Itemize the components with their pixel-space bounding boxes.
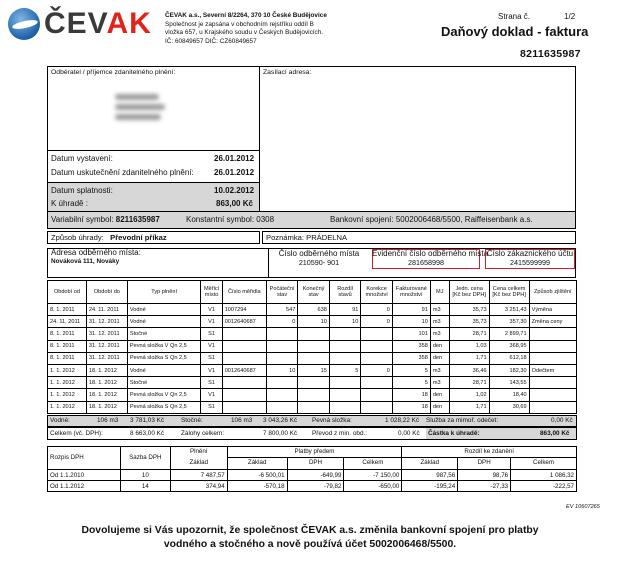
table-cell: 18. 1. 2012 (86, 389, 127, 401)
pay-amount: 863,00 Kč (216, 199, 253, 208)
items-col-header: Fakturované množství (392, 281, 430, 304)
table-cell: m3 (430, 304, 449, 316)
vat-col-difference: Rozdíl ke zdanění (402, 447, 577, 458)
table-cell: Pevná složka V Qn 2,5 (127, 340, 201, 352)
company-line-2: Společnost je zapsána v obchodním rejstříku oddíl B (165, 20, 314, 28)
document-title: Daňový doklad - faktura (441, 24, 589, 39)
table-cell: 8. 1. 2011 (48, 352, 87, 364)
issued-label: Datum vystavení: (51, 154, 113, 163)
table-cell (266, 352, 298, 364)
mailing-box (259, 66, 576, 212)
items-table (47, 280, 577, 414)
items-col-header: Konečný stav (298, 281, 330, 304)
items-col-header: Počáteční stav (266, 281, 298, 304)
table-cell: Vodné (127, 304, 201, 316)
transfer-amount: 0,00 Kč (398, 430, 420, 437)
registration-number: 281658998 (408, 258, 444, 267)
table-cell: Vodné (127, 364, 201, 376)
table-cell (298, 401, 330, 413)
vat-cell: Od 1.1.2010 (48, 470, 121, 481)
table-cell: 1. 1. 2012 (48, 389, 87, 401)
table-cell (361, 377, 393, 389)
vat-header-row (48, 447, 577, 458)
table-cell (529, 340, 576, 352)
table-cell (361, 340, 393, 352)
transfer-label: Převod z min. obd.: (312, 430, 368, 437)
table-cell: m3 (430, 377, 449, 389)
table-cell: den (430, 352, 449, 364)
table-cell (298, 352, 330, 364)
table-cell: 91 (329, 304, 361, 316)
water-qty: 106 m3 (97, 417, 119, 424)
table-cell (329, 377, 361, 389)
service-amount: 0,00 Kč (551, 417, 573, 424)
table-cell: 35,73 (449, 304, 489, 316)
table-cell: 358 (392, 340, 430, 352)
table-cell (329, 328, 361, 340)
vat-col-advances: Platby předem (227, 447, 402, 458)
table-cell: 0 (361, 316, 393, 328)
table-cell: 143,55 (489, 377, 529, 389)
table-cell (298, 377, 330, 389)
vat-sub-adv-vat: DPH (287, 457, 344, 469)
company-line-4: IČ: 60849657 DIČ: CZ60849657 (165, 37, 257, 45)
bank-connection: Bankovní spojení: 5002006468/5500, Raiffeisenbank a.s. (330, 215, 533, 224)
table-cell: 3 251,43 (489, 304, 529, 316)
company-info (165, 12, 327, 46)
table-cell: 0 (361, 364, 393, 376)
table-cell: 8. 1. 2011 (48, 328, 87, 340)
vat-cell: -7 150,00 (344, 470, 402, 481)
site-address: Nováková 111, Nováky (51, 258, 120, 265)
vat-cell: 987,56 (402, 470, 458, 481)
mailing-label: Zasílací adresa: (263, 69, 312, 76)
table-cell (222, 401, 266, 413)
vat-col-supply: Plnění (170, 447, 227, 458)
sewer-amount: 3 043,26 Kč (263, 417, 298, 424)
company-logo (8, 8, 152, 40)
table-cell (222, 328, 266, 340)
table-cell (222, 340, 266, 352)
document-number: 8211635987 (520, 48, 581, 60)
vat-col-rate: Sazba DPH (120, 447, 170, 470)
sewer-qty: 106 m3 (231, 417, 253, 424)
table-cell: 182,30 (489, 364, 529, 376)
table-cell: V1 (201, 304, 222, 316)
table-cell (529, 401, 576, 413)
table-row (48, 389, 577, 401)
service-label: Služba za mimoř. odečet: (426, 417, 499, 424)
water-label: Vodné: (50, 417, 70, 424)
pay-label: K úhradě : (51, 199, 88, 208)
table-cell: V1 (201, 364, 222, 376)
vat-cell: -649,99 (287, 470, 344, 481)
table-row (48, 316, 577, 328)
table-cell (329, 352, 361, 364)
table-cell: 31. 12. 2011 (86, 316, 127, 328)
table-cell (298, 328, 330, 340)
table-row (48, 340, 577, 352)
vat-sub-diff-total: Celkem (511, 457, 577, 469)
to-pay-label: Částka k úhradě: (428, 430, 480, 437)
table-cell (329, 401, 361, 413)
vat-cell: -6 500,01 (227, 470, 287, 481)
table-cell: 1,02 (449, 389, 489, 401)
table-cell (266, 340, 298, 352)
vat-sub-adv-base: Základ (227, 457, 287, 469)
table-cell: 36,46 (449, 364, 489, 376)
redacted-customer-street (115, 104, 165, 110)
fixed-label: Pevná složka: (312, 417, 352, 424)
payment-method: Způsob úhrady: Převodní příkaz (51, 233, 167, 242)
table-cell: 1. 1. 2012 (48, 364, 87, 376)
table-cell: 18. 1. 2012 (86, 364, 127, 376)
table-cell: 31. 12. 2011 (86, 340, 127, 352)
table-cell: Odečtem (529, 364, 576, 376)
table-cell: 8. 1. 2011 (48, 340, 87, 352)
table-cell (266, 377, 298, 389)
table-cell: V1 (201, 316, 222, 328)
table-cell: 18. 1. 2012 (86, 401, 127, 413)
table-cell: 18. 1. 2012 (86, 377, 127, 389)
vat-cell: Od 1.1.2012 (48, 481, 121, 492)
site-number: 210590- 901 (298, 258, 340, 267)
table-cell (298, 389, 330, 401)
redacted-customer-city (115, 114, 161, 120)
table-cell: 1. 1. 2012 (48, 377, 87, 389)
table-cell: Pevná složka S Qn 2,5 (127, 401, 201, 413)
table-cell: 638 (298, 304, 330, 316)
due-date: 10.02.2012 (214, 186, 255, 195)
table-cell: 612,18 (489, 352, 529, 364)
table-cell: m3 (430, 328, 449, 340)
total-label: Celkem (vč. DPH): (50, 430, 103, 437)
table-cell: den (430, 389, 449, 401)
table-cell: 10 (298, 316, 330, 328)
site-number-label: Číslo odběrného místa (278, 249, 360, 258)
bank-change-notice: Dovolujeme si Vás upozornit, že společnost ČEVAK a.s. změnila bankovní spojení pro platby vodného a stočného a nově používá účet 5002006468/5500. (81, 525, 539, 550)
vat-sub-diff-base: Základ (402, 457, 458, 469)
table-cell: 31. 12. 2011 (86, 352, 127, 364)
table-row (48, 352, 577, 364)
vat-col-breakdown: Rozpis DPH (48, 447, 121, 470)
table-cell (361, 328, 393, 340)
table-cell: 30,69 (489, 401, 529, 413)
table-cell: 101 (392, 328, 430, 340)
advances-label: Zálohy celkem: (181, 430, 224, 437)
sewer-label: Stočné: (181, 417, 203, 424)
table-cell (529, 352, 576, 364)
table-cell: 5 (329, 364, 361, 376)
vat-cell: 374,94 (170, 481, 227, 492)
table-cell: 0012640687 (222, 364, 266, 376)
items-col-header: Měřicí místo (201, 281, 222, 304)
table-cell: 547 (266, 304, 298, 316)
table-row (48, 328, 577, 340)
table-cell: 0 (266, 316, 298, 328)
divider (47, 182, 260, 183)
vat-cell: -195,24 (402, 481, 458, 492)
vat-sub-adv-total: Celkem (344, 457, 402, 469)
customer-account-number: 2415599999 (510, 258, 550, 267)
table-cell: S1 (201, 401, 222, 413)
logo-text: ČEVAK (44, 7, 152, 40)
taxable-label: Datum uskutečnění zdanitelného plnění: (51, 168, 194, 177)
table-cell: den (430, 340, 449, 352)
table-row (48, 401, 577, 413)
page-number: Strana č. 1/2 (498, 12, 576, 21)
table-cell: 5 (392, 364, 430, 376)
table-cell: 2 899,71 (489, 328, 529, 340)
table-cell: 18,40 (489, 389, 529, 401)
table-cell: m3 (430, 364, 449, 376)
table-cell: 1,03 (449, 340, 489, 352)
table-row (48, 304, 577, 316)
table-cell: 31. 12. 2011 (86, 328, 127, 340)
table-cell: 357,30 (489, 316, 529, 328)
table-cell: m3 (430, 316, 449, 328)
issued-date: 26.01.2012 (214, 154, 255, 163)
table-cell: V1 (201, 340, 222, 352)
table-cell: 10 (266, 364, 298, 376)
table-cell (329, 340, 361, 352)
items-header-row (48, 281, 577, 304)
table-cell: Změna ceny (529, 316, 576, 328)
constant-symbol: Konstantní symbol: 0308 (186, 215, 275, 224)
items-col-header: Jedn. cena [Kč bez DPH] (449, 281, 489, 304)
table-row (48, 377, 577, 389)
table-cell: V1 (201, 389, 222, 401)
vat-cell: -79,82 (287, 481, 344, 492)
variable-symbol: Variabilní symbol: 8211635987 (51, 215, 160, 224)
table-cell: 8. 1. 2011 (48, 304, 87, 316)
vat-cell: -27,33 (458, 481, 511, 492)
vat-table (47, 446, 577, 492)
vat-cell: -650,00 (344, 481, 402, 492)
vat-row (48, 470, 577, 481)
taxable-date: 26.01.2012 (214, 168, 255, 177)
table-cell: 35,73 (449, 316, 489, 328)
table-cell (361, 389, 393, 401)
items-col-header: Způsob zjištění (529, 281, 576, 304)
table-cell: S1 (201, 377, 222, 389)
vat-cell: 98,76 (458, 470, 511, 481)
items-col-header: Období do (86, 281, 127, 304)
table-cell: S1 (201, 328, 222, 340)
company-line-1: ČEVAK a.s., Severní 8/2264, 370 10 České Budějovice (165, 12, 327, 19)
vat-cell: 1 086,32 (511, 470, 577, 481)
table-cell: S1 (201, 352, 222, 364)
table-cell (529, 377, 576, 389)
table-cell (329, 389, 361, 401)
table-row (48, 364, 577, 376)
table-cell: Pevná složka S Qn 2,5 (127, 352, 201, 364)
vat-row (48, 481, 577, 492)
fixed-amount: 1 028,22 Kč (385, 417, 420, 424)
table-cell: 1. 1. 2012 (48, 401, 87, 413)
table-cell: 91 (392, 304, 430, 316)
table-cell (222, 352, 266, 364)
table-cell: Pevná složka V Qn 2,5 (127, 389, 201, 401)
table-cell: 1,71 (449, 401, 489, 413)
table-cell: 24. 11. 2011 (48, 316, 87, 328)
table-cell: Stočné (127, 377, 201, 389)
table-cell (529, 328, 576, 340)
table-cell (266, 401, 298, 413)
table-cell (361, 352, 393, 364)
redacted-customer-name (115, 94, 159, 100)
registration-label: Evidenční číslo odběrného místa (372, 249, 489, 258)
items-col-header: Rozdíl stavů (329, 281, 361, 304)
table-cell: 0012640687 (222, 316, 266, 328)
table-cell: 28,71 (449, 328, 489, 340)
table-cell: 5 (392, 377, 430, 389)
items-col-header: Typ plnění (127, 281, 201, 304)
table-cell: 18 (392, 401, 430, 413)
vat-cell: -222,57 (511, 481, 577, 492)
items-col-header: Cena celkem [Kč bez DPH] (489, 281, 529, 304)
vat-sub-supply-base: Základ (170, 457, 227, 469)
table-cell: 368,95 (489, 340, 529, 352)
items-col-header: MJ (430, 281, 449, 304)
vat-cell: 10 (120, 470, 170, 481)
table-cell: Vodné (127, 316, 201, 328)
customer-account-label: Číslo zákaznického účtu (486, 249, 574, 258)
items-col-header: Období od (48, 281, 87, 304)
table-cell: 10 (329, 316, 361, 328)
customer-label: Odběratel / příjemce zdanitelného plnění: (51, 69, 176, 76)
table-cell: 1007294 (222, 304, 266, 316)
table-cell (529, 389, 576, 401)
vat-sub-diff-vat: DPH (458, 457, 511, 469)
to-pay-amount: 863,00 Kč (540, 430, 570, 437)
items-col-header: Číslo měřidla (222, 281, 266, 304)
vat-cell: -570,18 (227, 481, 287, 492)
form-code: EV 10607265 (566, 504, 600, 510)
vat-cell: 14 (120, 481, 170, 492)
items-col-header: Korekce množství (361, 281, 393, 304)
table-cell: 15 (298, 364, 330, 376)
note: Poznámka: PRÁDELNA (266, 233, 348, 242)
table-cell: 1,71 (449, 352, 489, 364)
due-label: Datum splatnosti: (51, 186, 113, 195)
table-cell (222, 377, 266, 389)
table-cell: 28,71 (449, 377, 489, 389)
divider (268, 248, 269, 278)
table-cell: 24. 11. 2011 (86, 304, 127, 316)
table-cell (266, 389, 298, 401)
table-cell (266, 328, 298, 340)
vat-cell: 7 487,57 (170, 470, 227, 481)
advances-amount: 7 800,00 Kč (263, 430, 298, 437)
cevak-logo-icon (8, 8, 40, 40)
table-cell: Stočné (127, 328, 201, 340)
table-cell (222, 389, 266, 401)
table-cell: den (430, 401, 449, 413)
table-cell: 18 (392, 389, 430, 401)
company-line-3: vložka 657, u Krajského soudu v Českých Budějovicích. (165, 29, 324, 37)
table-cell: 0 (361, 304, 393, 316)
total-amount: 8 663,00 Kč (130, 430, 165, 437)
water-amount: 3 781,03 Kč (130, 417, 165, 424)
table-cell (298, 340, 330, 352)
table-cell: Výměna (529, 304, 576, 316)
site-address-label: Adresa odběrného místa: (51, 248, 141, 257)
table-cell: 10 (392, 316, 430, 328)
table-cell (361, 401, 393, 413)
table-cell: 358 (392, 352, 430, 364)
